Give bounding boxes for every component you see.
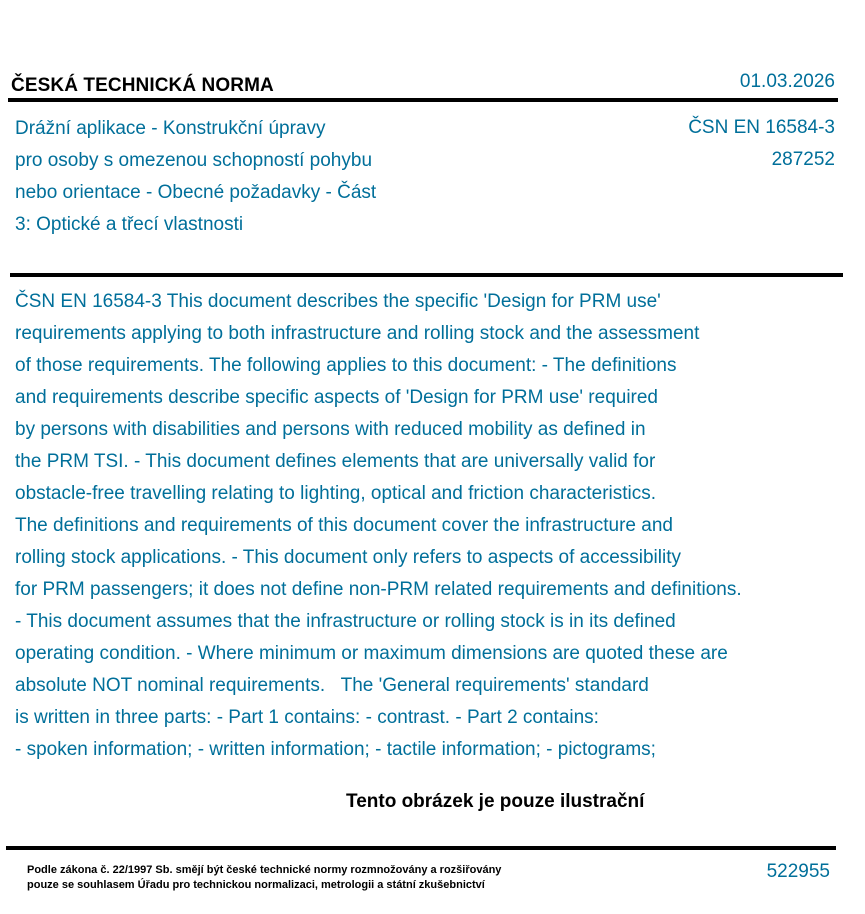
abstract-line: The definitions and requirements of this document cover the infrastructure and — [15, 515, 673, 536]
illustration-notice-text: Tento obrázek je pouze ilustrační — [346, 791, 645, 812]
illustration-notice — [0, 791, 865, 813]
classification-code: 287252 — [771, 149, 835, 170]
abstract-line: and requirements describe specific aspects of 'Design for PRM use' required — [15, 387, 659, 408]
standard-title — [15, 113, 435, 241]
abstract-line: obstacle-free travelling relating to lighting, optical and friction characteristics. — [15, 483, 657, 504]
abstract-line: for PRM passengers; it does not define non-PRM related requirements and definitions. — [15, 579, 742, 600]
abstract-text — [15, 286, 850, 766]
standard-title-line: Drážní aplikace - Konstrukční úpravy — [15, 118, 326, 139]
title-divider — [10, 273, 843, 277]
abstract-line: rolling stock applications. - This document only refers to aspects of accessibility — [15, 547, 682, 568]
abstract-line: absolute NOT nominal requirements. The 'General requirements' standard — [15, 675, 649, 696]
abstract-line: is written in three parts: - Part 1 contains: - contrast. - Part 2 contains: — [15, 707, 599, 728]
footer-divider — [6, 846, 836, 850]
document-id: 522955 — [766, 861, 830, 882]
legal-notice-line: pouze se souhlasem Úřadu pro technickou normalizaci, metrologii a státní zkušebnictví — [27, 879, 485, 891]
abstract-line: - spoken information; - written information; - tactile information; - pictograms; — [15, 739, 656, 760]
standard-title-line: nebo orientace - Obecné požadavky - Část — [15, 182, 377, 203]
legal-notice-line: Podle zákona č. 22/1997 Sb. smějí být české technické normy rozmnožovány a rozšiřovány — [27, 864, 502, 876]
abstract-line: the PRM TSI. - This document defines elements that are universally valid for — [15, 451, 656, 472]
standard-title-line: 3: Optické a třecí vlastnosti — [15, 214, 244, 235]
abstract-line: operating condition. - Where minimum or maximum dimensions are quoted these are — [15, 643, 728, 664]
abstract-line: - This document assumes that the infrastructure or rolling stock is in its defined — [15, 611, 676, 632]
legal-notice — [27, 863, 501, 893]
abstract-line: of those requirements. The following applies to this document: - The definitions — [15, 355, 677, 376]
abstract-line: ČSN EN 16584-3 This document describes the specific 'Design for PRM use' — [15, 291, 661, 312]
header-divider — [8, 98, 838, 102]
standard-title-line: pro osoby s omezenou schopností pohybu — [15, 150, 373, 171]
abstract-line: requirements applying to both infrastructure and rolling stock and the assessment — [15, 323, 700, 344]
standard-number: ČSN EN 16584-3 — [688, 117, 835, 138]
issue-date: 01.03.2026 — [739, 71, 835, 92]
abstract-line: by persons with disabilities and persons with reduced mobility as defined in — [15, 419, 646, 440]
header-title: ČESKÁ TECHNICKÁ NORMA — [11, 75, 274, 96]
